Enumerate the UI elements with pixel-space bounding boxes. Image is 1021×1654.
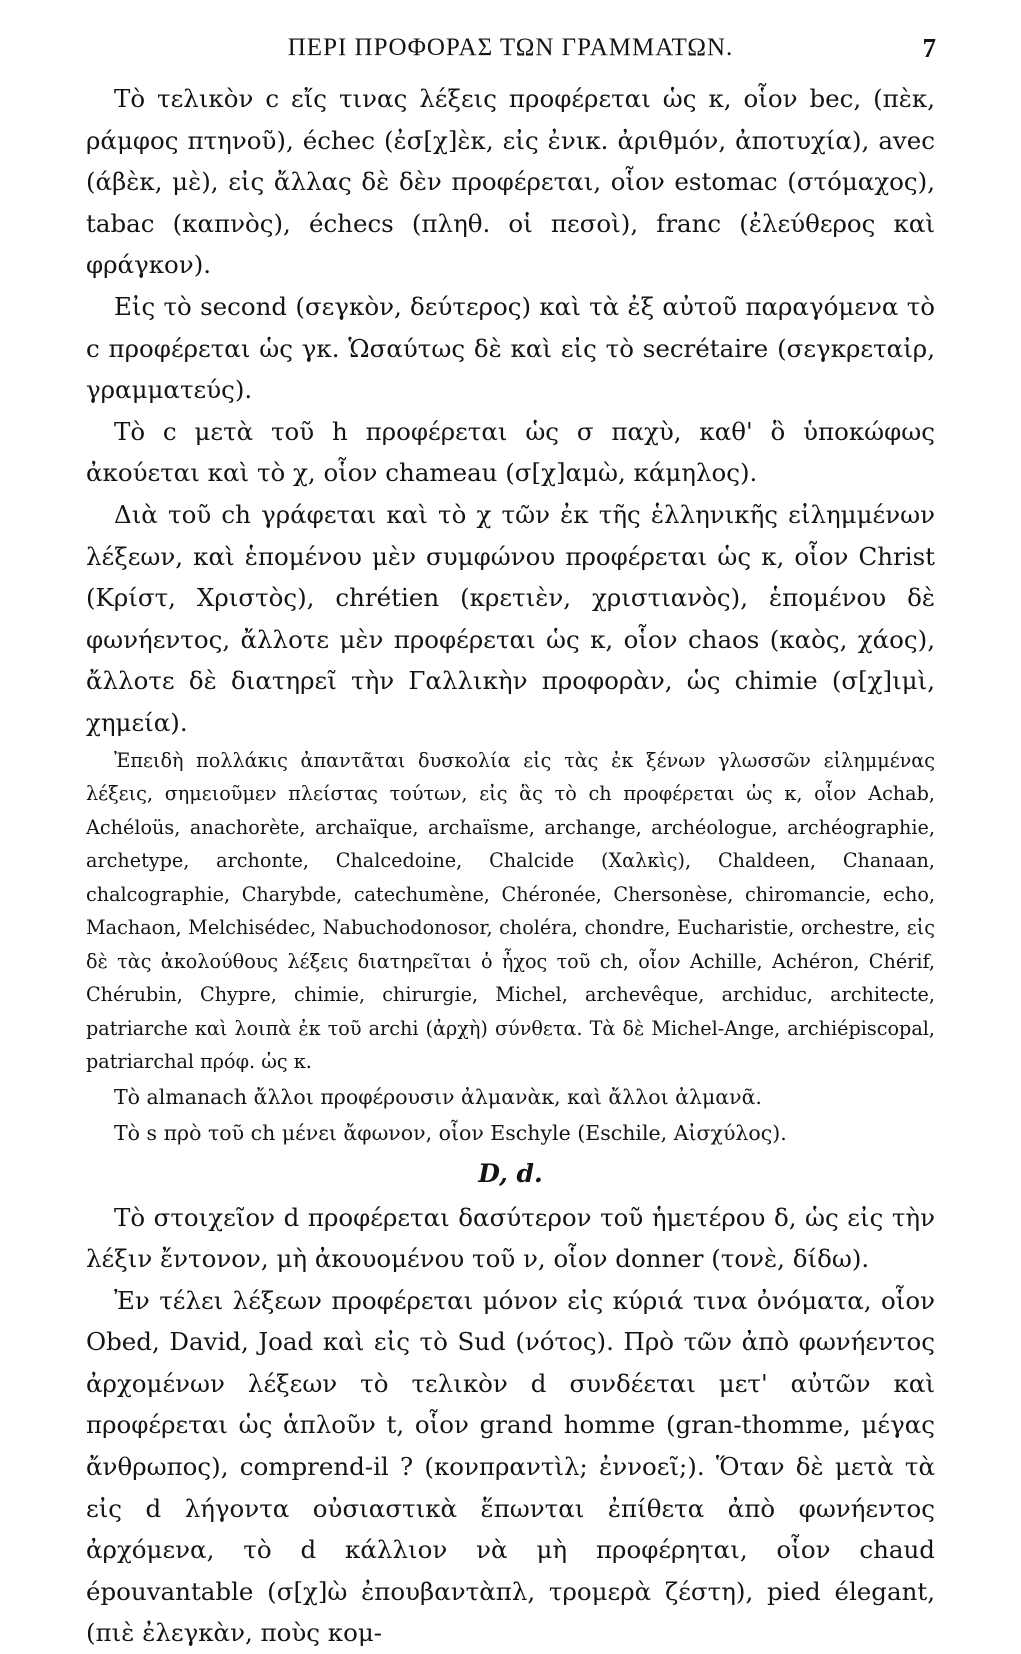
paragraph-ch-greek: Διὰ τοῦ ch γράφεται καὶ τὸ χ τῶν ἐκ τῆς ἑλληνικῆς εἰλημμένων λέξεων, καὶ ἑπομένου μὲν συμφώνου προφέρεται ὡς κ, οἷον Christ (Κρίστ, Χριστὸς), chrétien (κρετιὲν, χριστιανὸς), ἑπομένου δὲ φωνήεντος, ἄλλοτε μὲν προφέρεται ὡς κ, οἷον chaos (καὸς, χάος), ἄλλοτε δὲ διατηρεῖ τὴν Γαλλικὴν προφορὰν, ὡς chimie (σ[χ]ιμὶ, χημεία). <box>86 499 935 737</box>
paragraph-final-c: Τὸ τελικὸν c εἴς τινας λέξεις προφέρεται ὡς κ, οἷον bec, (πὲκ, ράμφος πτηνοῦ), échec (ἐσ[χ]ὲκ, εἰς ἐνικ. ἀριθμόν, ἀποτυχία), avec (άβὲκ, μὲ), εἰς ἄλλας δὲ δὲν προφέρεται, οἷον estomac (στόμαχος), tabac (καπνὸς), échecs (πληθ. οἱ πεσοὶ), franc (ἐλεύθερος καὶ φράγκον). <box>86 84 935 280</box>
paragraph-d-pronunciation: Τὸ στοιχεῖον d προφέρεται δασύτερον τοῦ ἡμετέρου δ, ὡς εἰς τὴν λέξιν ἔντονον, μὴ ἀκουομένου τοῦ ν, οἷον donner (τονὲ, δίδω). <box>86 1202 935 1274</box>
paragraph-second: Εἰς τὸ second (σεγκὸν, δεύτερος) καὶ τὰ ἐξ αὐτοῦ παραγόμενα τὸ c προφέρεται ὡς γκ. Ὡσαύτως δὲ καὶ εἰς τὸ secrétaire (σεγκρεταἰρ, γραμματεύς). <box>86 291 935 405</box>
page-body <box>86 78 935 1654</box>
small-paragraph-s-before-ch: Τὸ s πρὸ τοῦ ch μένει ἄφωνον, οἷον Eschyle (Eschile, Αἰσχύλος). <box>114 1120 787 1145</box>
paragraph-c-with-h: Τὸ c μετὰ τοῦ h προφέρεται ὡς σ παχὺ, καθ' ὃ ὑποκώφως ἀκούεται καὶ τὸ χ, οἷον chameau (σ[χ]αμὼ, κάμηλος). <box>86 416 935 488</box>
page-title: ΠΕΡΙ ΠΡΟΦΟΡΑΣ ΤΩΝ ΓΡΑΜΜΑΤΩΝ. <box>287 34 734 61</box>
section-heading-d: D, d. <box>478 1158 543 1188</box>
running-header <box>86 28 935 68</box>
small-paragraph-ch-list: Ἐπειδὴ πολλάκις ἀπαντᾶται δυσκολία εἰς τὰς ἐκ ξένων γλωσσῶν εἰλημμένας λέξεις, σημειοῦμεν πλείστας τούτων, εἰς ἃς τὸ ch προφέρεται ὡς κ, οἷον Achab, Achéloüs, anachorète, archaïque, archaïsme, archange, archéologue, archéographie, archetype, archonte, Chalcedoine, Chalcide (Χαλκὶς), Chaldeen, Chanaan, chalcographie, Charybde, catechumène, Chéronée, Chersonèse, chiromancie, echo, Machaon, Melchisédec, Nabuchodonosor, choléra, chondre, Eucharistie, orchestre, εἰς δὲ τὰς ἀκολούθους λέξεις διατηρεῖται ὁ ἦχος τοῦ ch, οἷον Achille, Achéron, Chérif, Chérubin, Chypre, chimie, chirurgie, Michel, archevêque, archiduc, architecte, patriarche καὶ λοιπὰ ἐκ τοῦ archi (ἀρχὴ) σύνθετα. Τὰ δὲ Michel-Ange, archiépiscopal, patriarchal πρόφ. ὡς κ. <box>86 748 935 1073</box>
small-paragraph-almanach: Τὸ almanach ἄλλοι προφέρουσιν ἀλμανὰκ, καὶ ἄλλοι ἀλμανᾶ. <box>114 1084 762 1109</box>
paragraph-final-d: Ἐν τέλει λέξεων προφέρεται μόνον εἰς κύριά τινα ὀνόματα, οἷον Obed, David, Joad καὶ εἰς τὸ Sud (νότος). Πρὸ τῶν ἀπὸ φωνήεντος ἀρχομένων λέξεων τὸ τελικὸν d συνδέεται μετ' αὐτῶν καὶ προφέρεται ὡς ἁπλοῦν t, οἷον grand homme (gran-thomme, μέγας ἄνθρωπος), comprend-il ? (κονπραντὶλ; ἐννοεῖ;). Ὅταν δὲ μετὰ τὰ εἰς d λήγοντα οὐσιαστικὰ ἕπωνται ἐπίθετα ἀπὸ φωνήεντος ἀρχόμενα, τὸ d κάλλιον νὰ μὴ προφέρηται, οἷον chaud épouvantable (σ[χ]ὼ ἐπουβαντὰπλ, τρομερὰ ζέστη), pied élegant, (πιὲ ἐλεγκὰν, ποὺς κομ- <box>86 1285 935 1648</box>
page-number: 7 <box>922 33 937 63</box>
